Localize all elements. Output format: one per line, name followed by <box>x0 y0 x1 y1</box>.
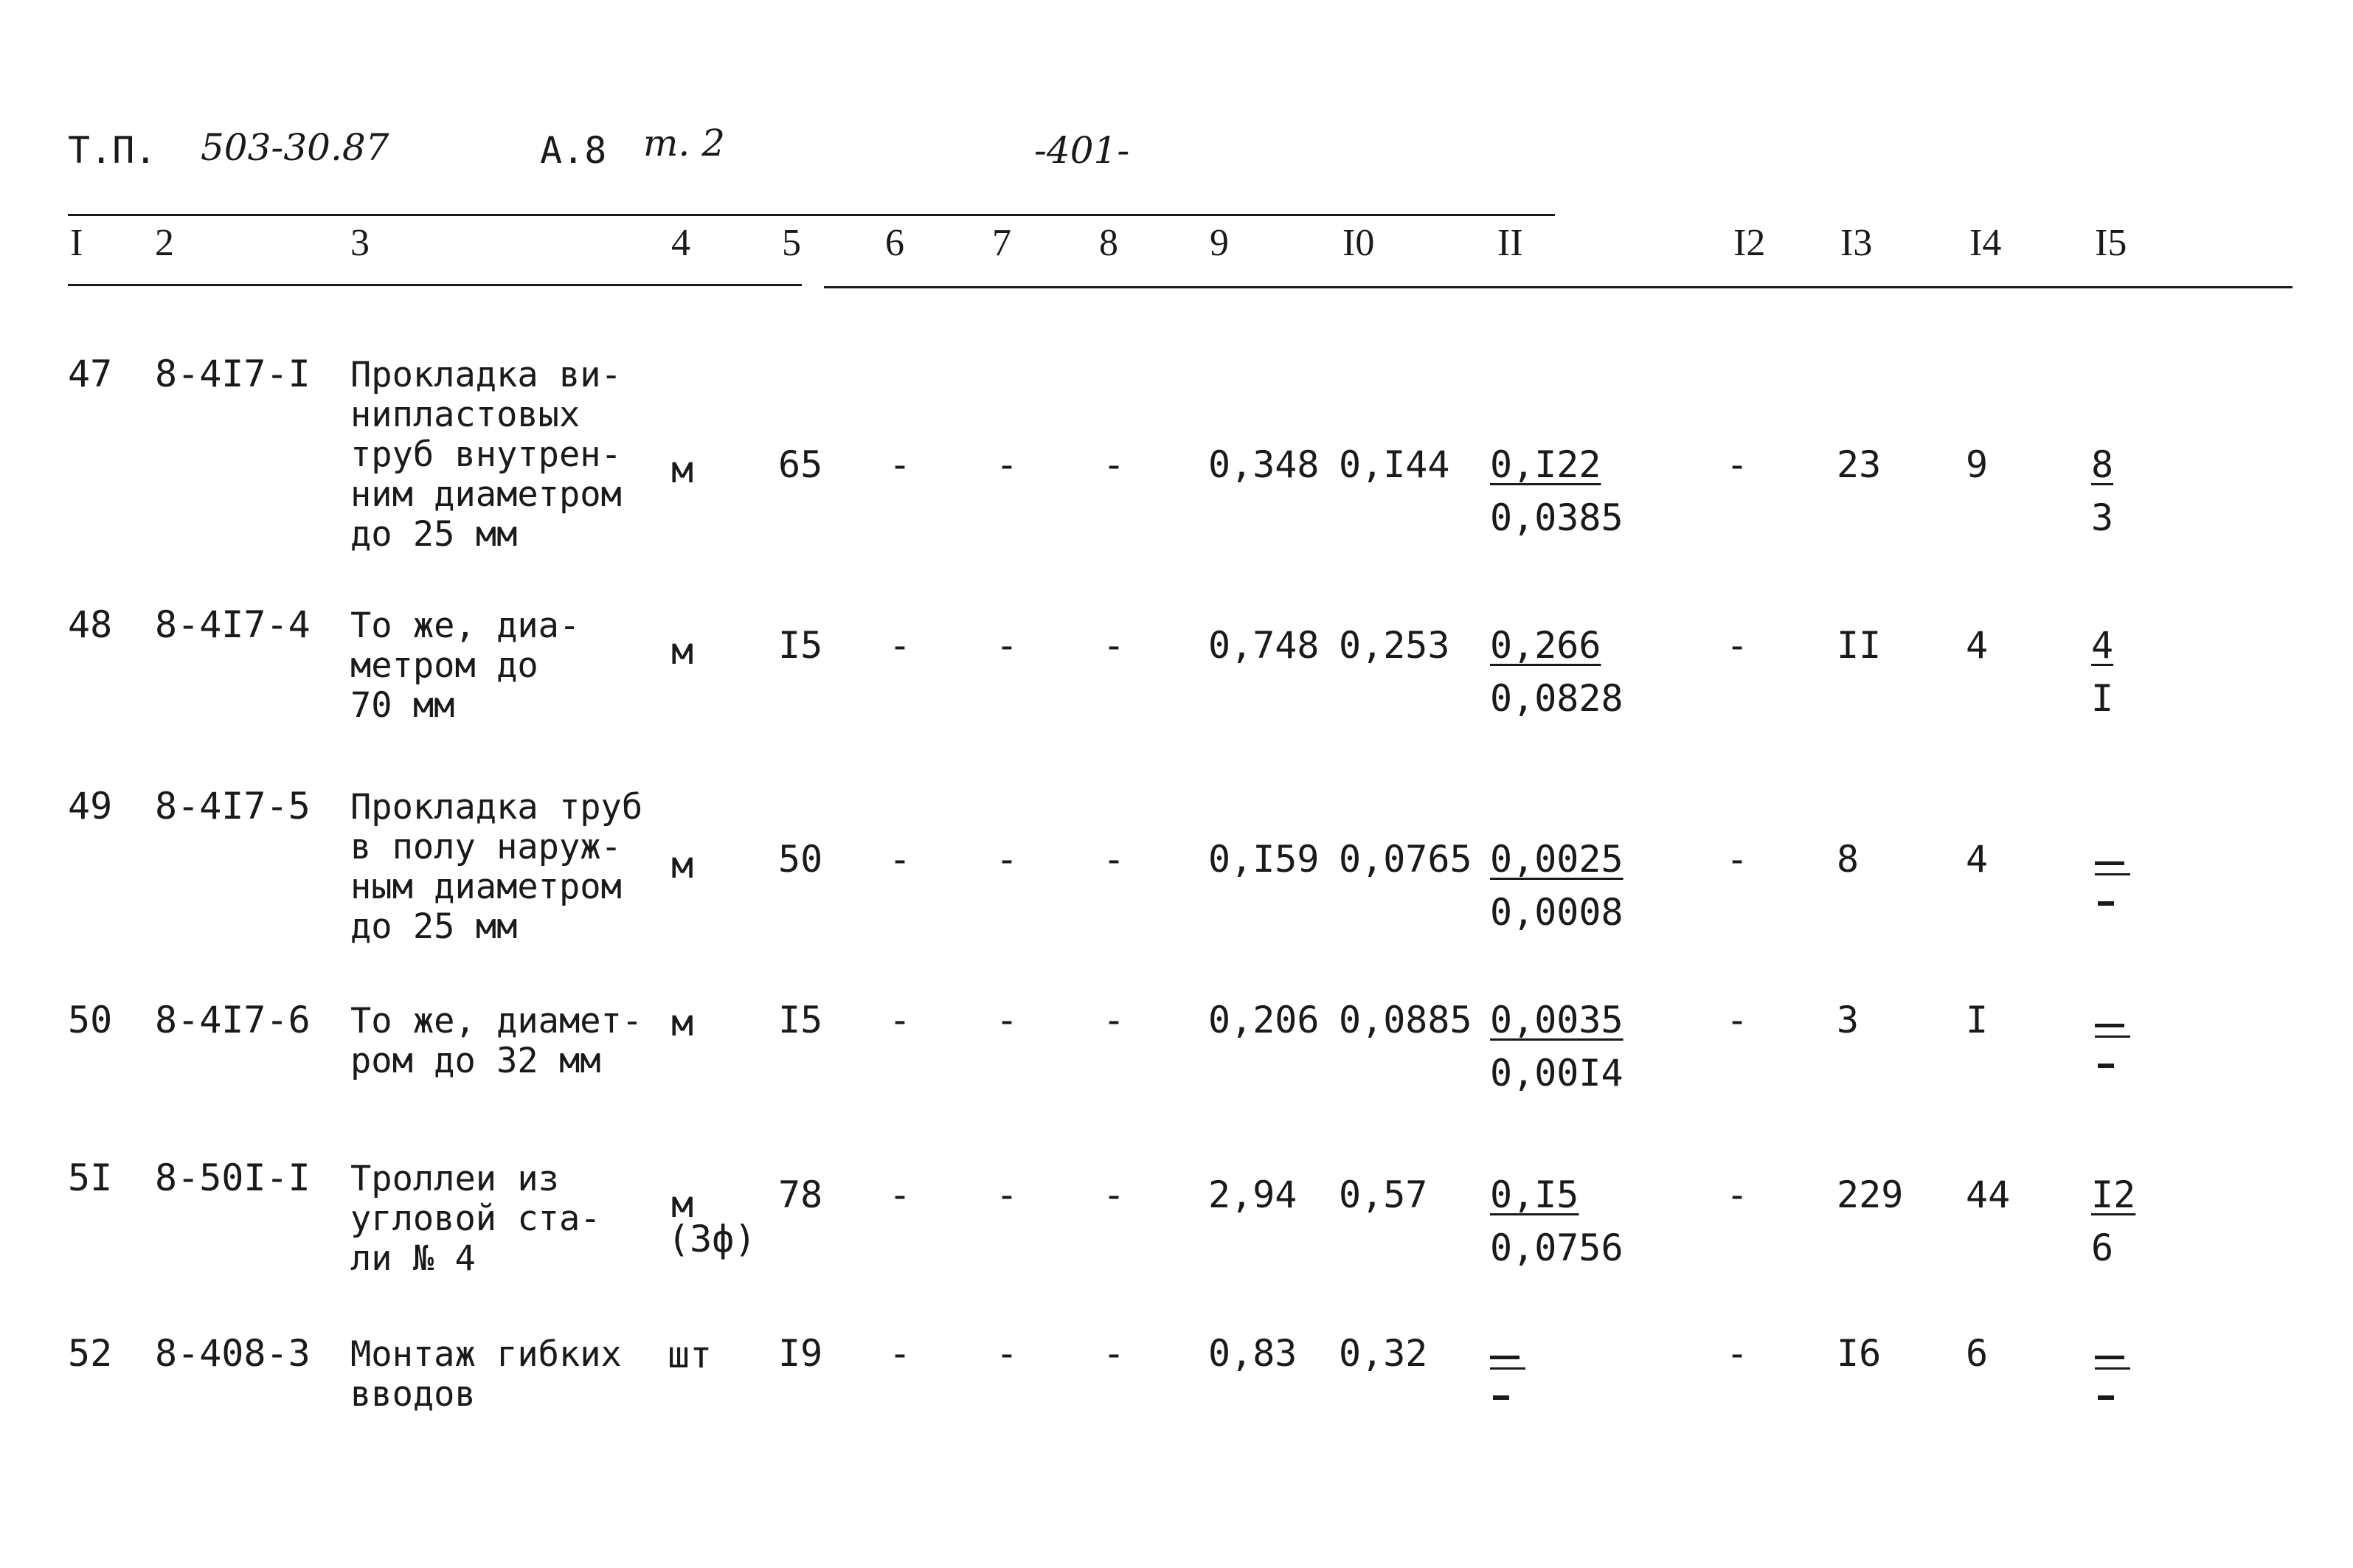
row-col9: 0,I59 <box>1208 838 1320 881</box>
row-col15-numerator: 4 <box>2091 624 2114 667</box>
column-number: 5 <box>782 222 801 264</box>
row-col14: 44 <box>1966 1173 2011 1216</box>
row-col11-numerator: 0,I5 <box>1490 1173 1579 1216</box>
column-number: II <box>1497 222 1523 264</box>
row-col12: - <box>1726 624 1749 667</box>
row-col15-fraction <box>2091 1173 2136 1269</box>
row-col11-numerator: 0,0025 <box>1490 838 1623 881</box>
row-unit: м <box>671 1183 694 1226</box>
row-quantity: I5 <box>778 624 823 667</box>
row-code: 8-50I-I <box>155 1156 311 1199</box>
row-code: 8-4I7-I <box>155 353 311 395</box>
row-unit: м <box>671 630 694 673</box>
row-col12: - <box>1726 999 1749 1041</box>
row-code: 8-4I7-4 <box>155 603 311 646</box>
row-col8: - <box>1103 624 1126 667</box>
header-album: А.8 <box>540 129 607 172</box>
row-code: 8-408-3 <box>155 1332 311 1375</box>
row-unit: м <box>671 844 694 887</box>
column-number: 8 <box>1099 222 1118 264</box>
row-col9: 2,94 <box>1208 1173 1297 1216</box>
row-col11-denominator: 0,0828 <box>1490 677 1623 720</box>
row-quantity: I5 <box>778 999 823 1041</box>
row-col11-numerator: 0,266 <box>1490 624 1601 667</box>
row-col9: 0,83 <box>1208 1332 1297 1375</box>
row-col8: - <box>1103 838 1126 881</box>
header-album-volume: т. 2 <box>643 122 726 164</box>
row-col13: I6 <box>1837 1332 1882 1375</box>
column-number: 9 <box>1210 222 1229 264</box>
row-col7: - <box>996 838 1019 881</box>
row-description: Прокладка труб в полу наруж- ным диаметром до 25 мм <box>350 787 643 947</box>
row-col10: 0,57 <box>1339 1173 1428 1216</box>
row-col11-fraction <box>1490 624 1623 720</box>
row-col7: - <box>996 1173 1019 1216</box>
row-col6: - <box>889 1332 912 1375</box>
row-col15-fraction <box>2091 443 2114 539</box>
row-col11-denominator: 0,0756 <box>1490 1227 1623 1269</box>
row-number: 47 <box>68 353 113 395</box>
row-col15-denominator: I <box>2091 677 2114 720</box>
row-col14: I <box>1966 999 1989 1041</box>
row-col9: 0,748 <box>1208 624 1320 667</box>
row-col13: 23 <box>1837 443 1882 486</box>
row-col11-numerator: 0,0035 <box>1490 999 1623 1041</box>
column-number: I4 <box>1969 222 2002 264</box>
row-code: 8-4I7-6 <box>155 999 311 1041</box>
column-number: I0 <box>1342 222 1375 264</box>
column-number: I <box>70 222 83 264</box>
header-bottom-rule-right <box>824 286 2293 288</box>
row-col13: 229 <box>1837 1173 1904 1216</box>
row-col9: 0,348 <box>1208 443 1320 486</box>
row-col7: - <box>996 443 1019 486</box>
row-col15-denominator: 6 <box>2091 1227 2114 1269</box>
table-top-rule <box>68 214 1555 216</box>
row-unit: шт <box>668 1333 713 1376</box>
column-number: I3 <box>1840 222 1873 264</box>
row-unit: м <box>671 1002 694 1044</box>
row-col11-denominator: 0,0008 <box>1490 891 1623 934</box>
row-col6: - <box>889 838 912 881</box>
row-col10: 0,I44 <box>1339 443 1450 486</box>
header-bottom-rule-left <box>68 284 802 286</box>
row-unit-note: (3ф) <box>668 1218 757 1260</box>
row-code: 8-4I7-5 <box>155 785 311 828</box>
row-col6: - <box>889 624 912 667</box>
row-quantity: 78 <box>778 1173 823 1216</box>
row-col7: - <box>996 1332 1019 1375</box>
row-col13: 8 <box>1837 838 1860 881</box>
row-col12: - <box>1726 838 1749 881</box>
row-description: Монтаж гибких вводов <box>350 1334 622 1415</box>
row-col14: 4 <box>1966 838 1989 881</box>
row-col14: 6 <box>1966 1332 1989 1375</box>
row-col11-fraction <box>1490 999 1623 1095</box>
row-col12: - <box>1726 1173 1749 1216</box>
column-number: 4 <box>671 222 690 264</box>
row-col10: 0,253 <box>1339 624 1450 667</box>
column-number: 3 <box>350 222 370 264</box>
row-col6: - <box>889 999 912 1041</box>
row-col7: - <box>996 624 1019 667</box>
row-col13: 3 <box>1837 999 1860 1041</box>
row-col11-fraction <box>1490 443 1623 539</box>
row-number: 5I <box>68 1156 113 1199</box>
row-col14: 4 <box>1966 624 1989 667</box>
row-col13: II <box>1837 624 1882 667</box>
row-col8: - <box>1103 999 1126 1041</box>
column-number: 6 <box>885 222 904 264</box>
row-col10: 0,0765 <box>1339 838 1472 881</box>
row-col7: - <box>996 999 1019 1041</box>
row-description: Троллеи из угловой ста- ли № 4 <box>350 1159 601 1279</box>
column-number: I5 <box>2095 222 2127 264</box>
header-project-number: 503-30.87 <box>201 126 389 169</box>
row-col11-denominator: 0,00I4 <box>1490 1052 1623 1095</box>
row-number: 49 <box>68 785 113 828</box>
row-col12: - <box>1726 1332 1749 1375</box>
row-col8: - <box>1103 443 1126 486</box>
row-col6: - <box>889 443 912 486</box>
row-col11-fraction <box>1490 1173 1623 1269</box>
page-number: -401- <box>1034 129 1130 172</box>
column-number: 2 <box>155 222 174 264</box>
header-prefix: Т.П. <box>68 129 157 172</box>
row-col15-numerator: I2 <box>2091 1173 2136 1216</box>
row-col11-numerator: 0,I22 <box>1490 443 1601 486</box>
row-col9: 0,206 <box>1208 999 1320 1041</box>
row-number: 52 <box>68 1332 113 1375</box>
row-unit: м <box>671 448 694 491</box>
row-col8: - <box>1103 1173 1126 1216</box>
column-number: 7 <box>992 222 1011 264</box>
row-col10: 0,0885 <box>1339 999 1472 1041</box>
row-col15-denominator: 3 <box>2091 496 2114 539</box>
row-quantity: I9 <box>778 1332 823 1375</box>
row-col14: 9 <box>1966 443 1989 486</box>
row-col6: - <box>889 1173 912 1216</box>
row-description: То же, диа- метром до 70 мм <box>350 606 581 726</box>
row-col8: - <box>1103 1332 1126 1375</box>
row-col12: - <box>1726 443 1749 486</box>
row-number: 50 <box>68 999 113 1041</box>
row-quantity: 50 <box>778 838 823 881</box>
row-number: 48 <box>68 603 113 646</box>
row-description: То же, диамет- ром до 32 мм <box>350 1001 643 1081</box>
row-col11-denominator: 0,0385 <box>1490 496 1623 539</box>
column-number: I2 <box>1733 222 1766 264</box>
row-col11-fraction <box>1490 838 1623 934</box>
row-col15-fraction <box>2091 624 2114 720</box>
row-col10: 0,32 <box>1339 1332 1428 1375</box>
row-quantity: 65 <box>778 443 823 486</box>
row-col15-numerator: 8 <box>2091 443 2114 486</box>
row-description: Прокладка ви- нипластовых труб внутрен- ним диаметром до 25 мм <box>350 355 622 555</box>
